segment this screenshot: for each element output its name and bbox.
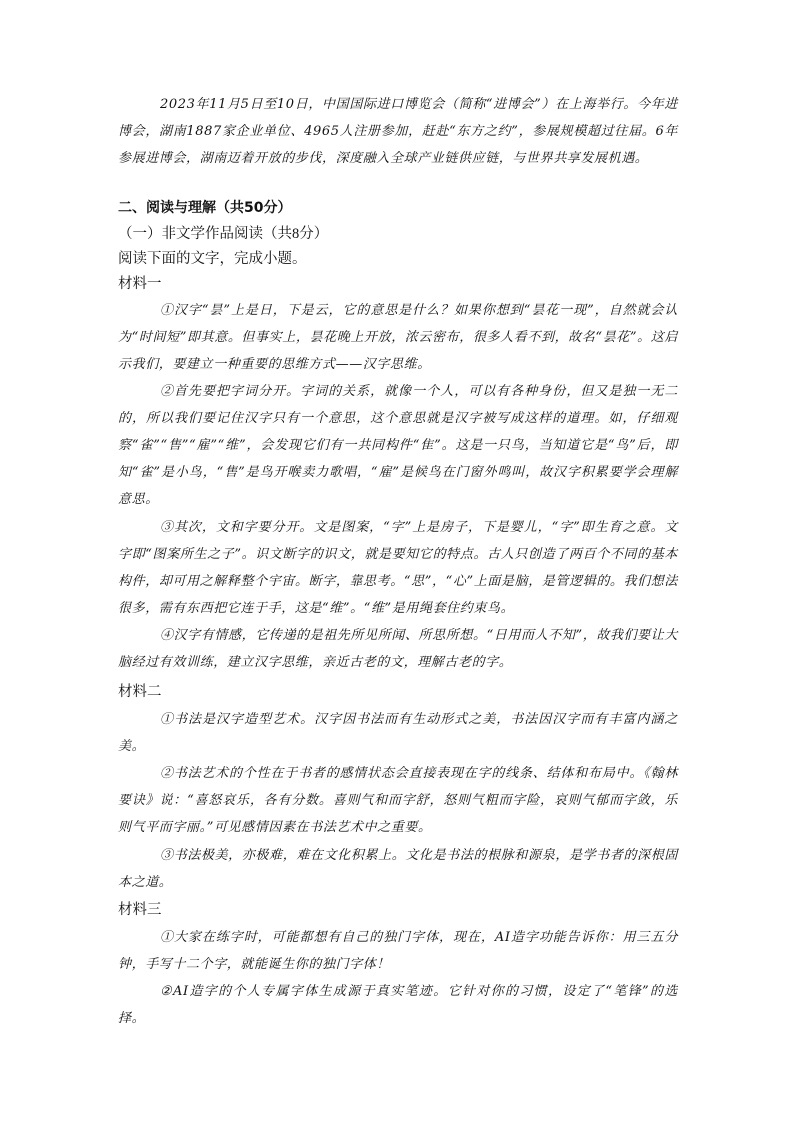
material-two-paragraph-1: ①书法是汉字造型艺术。汉字因书法而有生动形式之美，书法因汉字而有丰富内涵之美。 <box>118 712 678 754</box>
material-one-title: 材料一 <box>118 276 162 292</box>
material-one-paragraph-3: ③其次，文和字要分开。文是图案，“字”上是房子，下是婴儿，“字”即生育之意。文字即“图案所生之子”。识文断字的识文，就是要知它的特点。古人只创造了两百个不同的基本构件，却可用之解释整个宇宙。断字，靠思考。“思”，“心”上面是脑，是管逻辑的。我们想法很多，需有东西把它连于手，这是“维”。“维”是用绳套住约束鸟。 <box>118 520 678 616</box>
material-three-paragraph-2: ②AI造字的个人专属字体生成源于真实笔迹。它针对你的习惯，设定了“笔锋”的选择。 <box>118 984 678 1026</box>
material-two-paragraph-3: ③书法极美，亦极难，难在文化积累上。文化是书法的根脉和源泉，是学书者的深根固本之道。 <box>118 848 678 890</box>
material-one-paragraph-1: ①汉字“昙”上是日，下是云，它的意思是什么？如果你想到“昙花一现”，自然就会认为“时间短”即其意。但事实上，昙花晚上开放，浓云密布，很多人看不到，故名“昙花”。这启示我们，要建立一种重要的思维方式——汉字思维。 <box>118 303 678 372</box>
material-one-paragraph-2: ②首先要把字词分开。字词的关系，就像一个人，可以有各种身份，但又是独一无二的，所以我们要记住汉字只有一个意思，这个意思就是汉字被写成这样的道理。如，仔细观察“雀”“售”“雇”“维”，会发现它们有一共同构件“隹”。这是一只鸟，当知道它是“鸟”后，即知“雀”是小鸟，“售”是鸟开喉卖力歌唱，“雇”是候鸟在门窗外鸣叫，故汉字积累要学会理解意思。 <box>118 384 678 507</box>
material-two-title: 材料二 <box>118 684 162 700</box>
reading-instruction: 阅读下面的文字，完成小题。 <box>118 251 307 267</box>
material-one-paragraph-4: ④汉字有情感，它传递的是祖先所见所闻、所思所想。“日用而人不知”，故我们要让大脑经过有效训练，建立汉字思维，亲近古老的文，理解古老的字。 <box>118 628 678 670</box>
material-three-paragraph-1: ①大家在练字时，可能都想有自己的独门字体，现在，AI造字功能告诉你：用三五分钟，手写十二个字，就能诞生你的独门字体！ <box>118 930 678 972</box>
material-three-title: 材料三 <box>118 902 162 918</box>
section-title: 二、阅读与理解（共50分） <box>118 200 292 216</box>
section-subtitle: （一）非文学作品阅读（共8分） <box>118 226 329 242</box>
intro-paragraph: 2023年11月5日至10日，中国国际进口博览会（简称“进博会”）在上海举行。今年进博会，湖南1887家企业单位、4965人注册参加，赶赴“东方之约”，参展规模超过往届。6年参展进博会，湖南迈着开放的步伐，深度融入全球产业链供应链，与世界共享发展机遇。 <box>118 97 678 166</box>
material-two-paragraph-2: ②书法艺术的个性在于书者的感情状态会直接表现在字的线条、结体和布局中。《翰林要诀》说：“喜怒哀乐，各有分数。喜则气和而字舒，怒则气粗而字险，哀则气郁而字敛，乐则气平而字丽。”可见感情因素在书法艺术中之重要。 <box>118 766 678 835</box>
